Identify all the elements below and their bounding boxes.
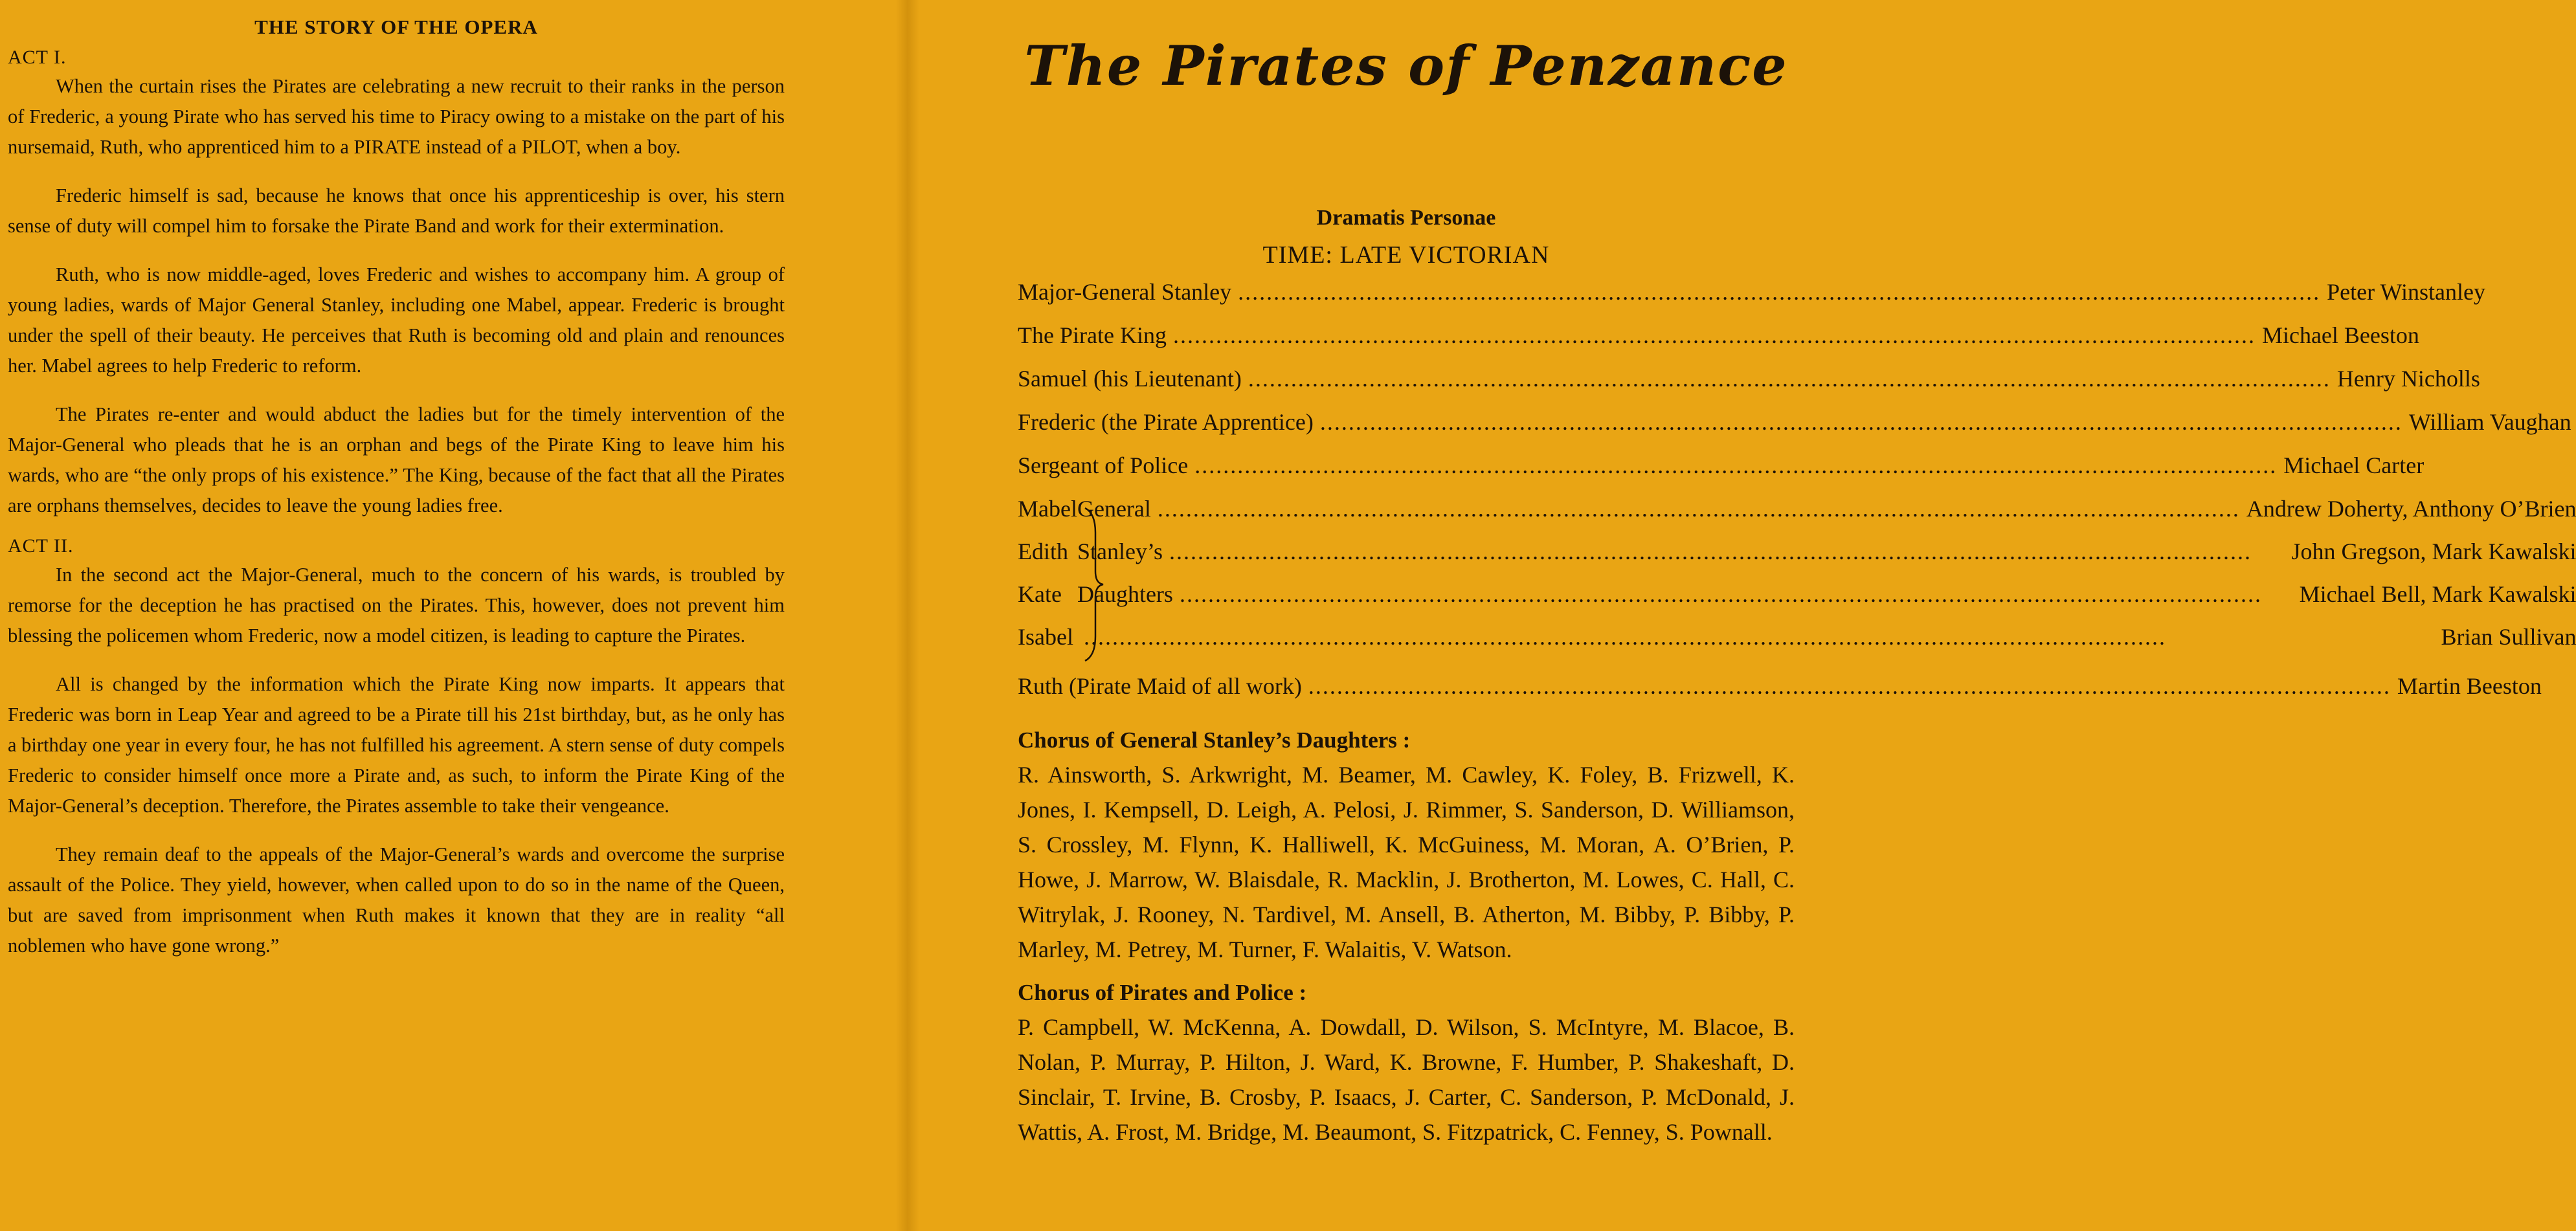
page-fold (896, 0, 919, 1231)
leader-dots (1173, 322, 2256, 349)
cast-row (1018, 365, 2480, 408)
cast-role: The Pirate King (1018, 322, 1167, 348)
chorus-daughters-heading: Chorus of General Stanley’s Daughters : (1018, 727, 1411, 753)
story-paragraph: They remain deaf to the appeals of the Major-General’s wards and overcome the surprise assault of the Police. They yield, however, when called upon to do so in the name of the Queen, but are saved from imprisonment when Ruth makes it known that they are in reality “all noblemen who have gone wrong.” (8, 843, 785, 957)
leader-dots (1320, 408, 2402, 436)
act-two-heading: ACT II. (8, 535, 74, 557)
cast-role: Stanley’s (1077, 538, 1163, 564)
cast-row (1018, 322, 2419, 365)
cast-actor: Peter Winstanley (2327, 279, 2485, 305)
daughter-name: Kate (1018, 581, 1062, 607)
leader-dots (1158, 495, 2240, 522)
cast-row (1077, 581, 2576, 623)
story-paragraph: In the second act the Major-General, much to the concern of his wards, is troubled by remorse for the deception he has practised on the Pirates. This, however, does not prevent him blessing the policemen whom Frederic, now a model citizen, is leading to capture the Pirates. (8, 564, 785, 647)
leader-dots (1180, 581, 2293, 608)
leader-dots (1308, 672, 2391, 700)
cast-actor: John Gregson, Mark Kawalski (2291, 538, 2576, 564)
cast-row (1018, 452, 2425, 495)
cast-row (1018, 672, 2542, 716)
brace-icon (1081, 507, 1107, 662)
cast-row (1018, 408, 2571, 452)
chorus-pirates-list: P. Campbell, W. McKenna, A. Dowdall, D. Wilson, S. McIntyre, M. Blacoe, B. Nolan, P. Murray, P. Hilton, J. Ward, K. Browne, F. Humber, P. Shakeshaft, D. Sinclair, T. Irvine, B. Crosby, P. Isaacs, J. Carter, C. Sanderson, P. McDonald, J. Wattis, A. Frost, M. Bridge, M. Beaumont, S. Fitzpatrick, C. Fenney, S. Pownall. (1018, 1014, 1795, 1145)
cast-actor: Brian Sullivan (2441, 624, 2576, 650)
daughters-group (1018, 495, 2576, 666)
act-one-heading: ACT I. (8, 47, 67, 68)
leader-dots (1169, 538, 2285, 565)
leader-dots (1194, 452, 2277, 479)
daughter-name: Mabel (1018, 496, 1077, 522)
daughter-actors (1077, 495, 2576, 666)
chorus-daughters-list: R. Ainsworth, S. Arkwright, M. Beamer, M. Cawley, K. Foley, B. Frizwell, K. Jones, I. Kempsell, D. Leigh, A. Pelosi, J. Rimmer, S. Sanderson, D. Williamson, S. Crossley, M. Flynn, K. Halliwell, K. McGuiness, M. Moran, A. O’Brien, P. Howe, J. Marrow, W. Blaisdale, R. Macklin, J. Brotherton, M. Lowes, C. Hall, C. Witrylak, J. Rooney, N. Tardivel, M. Ansell, B. Atherton, M. Bibby, P. Bibby, P. Marley, M. Petrey, M. Turner, F. Walaitis, V. Watson. (1018, 762, 1795, 962)
cast-role: Major-General Stanley (1018, 279, 1232, 305)
cast-row (1077, 623, 2576, 666)
cast-actor: Michael Bell, Mark Kawalski (2299, 581, 2576, 607)
cast-role: Ruth (Pirate Maid of all work) (1018, 673, 1302, 699)
story-paragraph: When the curtain rises the Pirates are celebrating a new recruit to their ranks in the person of Frederic, a young Pirate who has served his time to Piracy owing to a mistake on the part of his nursemaid, Ruth, who apprenticed him to a PIRATE instead of a PILOT, when a boy. (8, 75, 785, 158)
daughter-names (1018, 495, 1077, 666)
story-paragraph: The Pirates re-enter and would abduct the ladies but for the timely intervention of the Major-General who pleads that he is an orphan and begs of the Pirate King to leave him his wards, who are “the only props of his existence.” The King, because of the fact that all the Pirates are orphans themselves, decides to leave the young ladies free. (8, 403, 785, 516)
cast-role: Sergeant of Police (1018, 452, 1189, 478)
leader-dots (1238, 278, 2320, 305)
cast-role: Samuel (his Lieutenant) (1018, 366, 1242, 392)
cast-actor: Martin Beeston (2397, 673, 2542, 699)
cast-actor: Henry Nicholls (2336, 366, 2480, 392)
cast-role: Daughters (1077, 581, 1173, 607)
daughter-name: Isabel (1018, 624, 1073, 650)
chorus-pirates-heading: Chorus of Pirates and Police : (1018, 980, 1307, 1005)
leader-dots (1248, 365, 2331, 392)
leader-dots (1084, 623, 2435, 650)
story-paragraph: Ruth, who is now middle-aged, loves Frederic and wishes to accompany him. A group of young ladies, wards of Major General Stanley, including one Mabel, appear. Frederic is brought under the spell of their beauty. He perceives that Ruth is becoming old and plain and renounces her. Mabel agrees to help Frederic to reform. (8, 263, 785, 377)
cast-actor: Michael Beeston (2261, 322, 2419, 348)
time-setting: TIME: LATE VICTORIAN (1262, 241, 1550, 269)
dramatis-heading: Dramatis Personae (1316, 206, 1496, 230)
cast-actor: William Vaughan (2408, 409, 2571, 435)
cast-role: Frederic (the Pirate Apprentice) (1018, 409, 1314, 435)
cast-row (1077, 538, 2576, 581)
programme-page (1018, 19, 2576, 1162)
cast-role: General (1077, 496, 1151, 522)
cast-actor: Michael Carter (2283, 452, 2425, 478)
story-paragraph: Frederic himself is sad, because he knows that once his apprenticeship is over, his stern sense of duty will compel him to forsake the Pirate Band and work for their extermination. (8, 184, 785, 237)
cast-row (1018, 278, 2485, 322)
story-paragraph: All is changed by the information which the Pirate King now imparts. It appears that Frederic was born in Leap Year and agreed to be a Pirate till his 21st birthday, but, as he only has a birthday one year in every four, he has not fulfilled his agreement. A stern sense of duty compels Frederic to consider himself once more a Pirate and, as such, to inform the Pirate King of the Major-General’s deception. Therefore, the Pirates assemble to take their vengeance. (8, 673, 785, 817)
cast-row (1077, 495, 2576, 538)
cast-list (1018, 278, 2576, 716)
cast-actor: Andrew Doherty, Anthony O’Brien (2246, 496, 2576, 522)
story-page (8, 12, 785, 979)
daughter-name: Edith (1018, 538, 1068, 564)
story-title: THE STORY OF THE OPERA (254, 16, 538, 38)
opera-title: The Pirates of Penzance (1024, 34, 1788, 98)
